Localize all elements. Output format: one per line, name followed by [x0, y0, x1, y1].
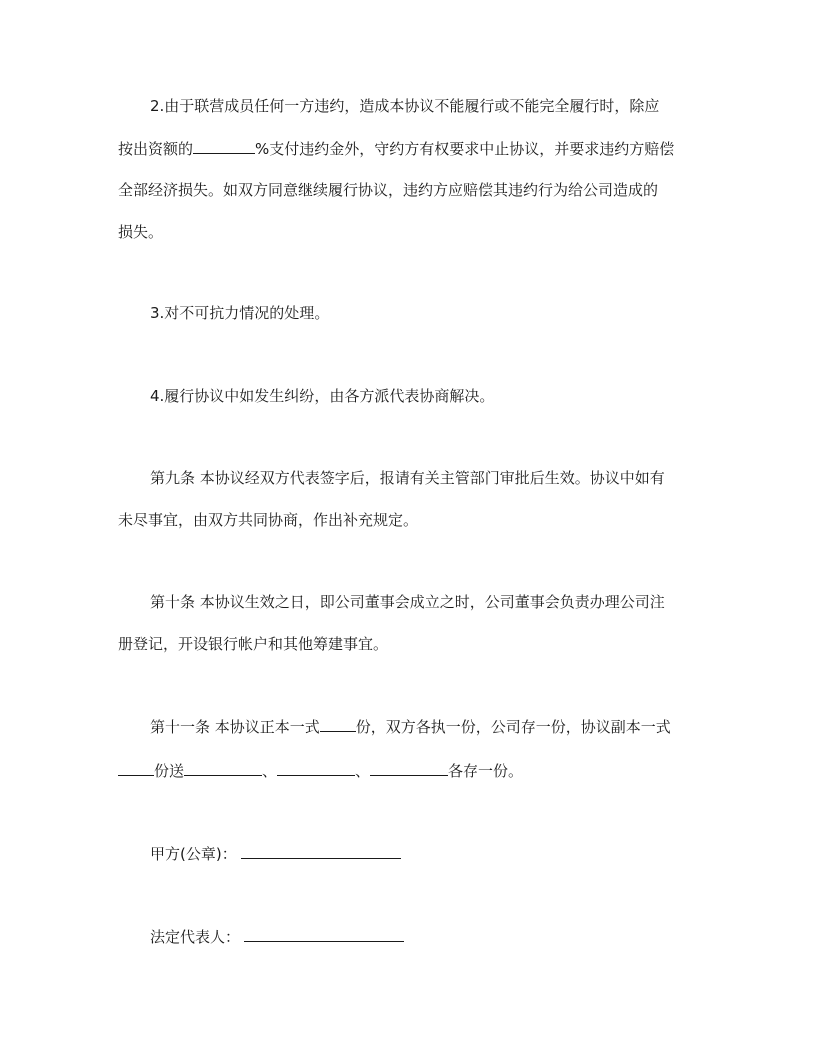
article-10-text-2: 册登记，开设银行帐户和其他筹建事宜。 [118, 635, 389, 653]
clause-4-line [150, 386, 494, 406]
article-9-line-2 [118, 510, 418, 530]
penalty-percent-blank[interactable] [193, 138, 255, 154]
separator-1: 、 [262, 762, 278, 780]
clause-2-line-2 [118, 138, 674, 159]
article-9-text-2: 未尽事宜，由双方共同协商，作出补充规定。 [118, 511, 419, 529]
clause-2-line-1 [150, 96, 659, 116]
recipient-1-blank[interactable] [184, 760, 262, 776]
article-11-line-2 [118, 760, 523, 781]
duplicate-copies-blank[interactable] [118, 760, 154, 776]
article-11-text-2b: 各存一份。 [448, 762, 524, 780]
article-9-line-1 [150, 468, 665, 488]
party-a-seal-field[interactable] [241, 843, 401, 859]
legal-rep-label: 法定代表人： [150, 928, 241, 946]
clause-2-text-1: 2.由于联营成员任何一方违约，造成本协议不能履行或不能完全履行时，除应 [150, 97, 660, 115]
original-copies-blank[interactable] [320, 716, 356, 732]
party-a-seal-line [150, 843, 401, 864]
clause-2-text-3: 全部经济损失。如双方同意继续履行协议，违约方应赔偿其违约行为给公司造成的 [118, 181, 659, 199]
article-11-text-1a: 第十一条 本协议正本一式 [150, 718, 320, 736]
article-9-text-1: 第九条 本协议经双方代表签字后，报请有关主管部门审批后生效。协议中如有 [150, 469, 665, 487]
article-11-text-1b: 份，双方各执一份，公司存一份，协议副本一式 [355, 718, 671, 736]
clause-2-line-3 [118, 180, 658, 200]
article-11-text-2a: 份送 [154, 762, 185, 780]
legal-rep-field[interactable] [244, 926, 404, 942]
article-10-text-1: 第十条 本协议生效之日，即公司董事会成立之时，公司董事会负责办理公司注 [150, 593, 665, 611]
article-11-line-1 [150, 716, 671, 737]
recipient-3-blank[interactable] [370, 760, 448, 776]
clause-2-text-2a: 按出资额的 [118, 140, 194, 158]
article-10-line-2 [118, 634, 388, 654]
clause-2-text-4: 损失。 [118, 223, 164, 241]
clause-2-line-4 [118, 222, 163, 242]
clause-3-text: 3.对不可抗力情况的处理。 [150, 304, 330, 322]
article-10-line-1 [150, 592, 665, 612]
separator-2: 、 [355, 762, 371, 780]
clause-3-line [150, 303, 329, 323]
clause-4-text: 4.履行协议中如发生纠纷，由各方派代表协商解决。 [150, 387, 495, 405]
party-a-label: 甲方(公章)： [150, 845, 237, 863]
recipient-2-blank[interactable] [277, 760, 355, 776]
clause-2-text-2b: %支付违约金外，守约方有权要求中止协议，并要求违约方赔偿 [255, 140, 675, 158]
legal-rep-line [150, 926, 404, 947]
